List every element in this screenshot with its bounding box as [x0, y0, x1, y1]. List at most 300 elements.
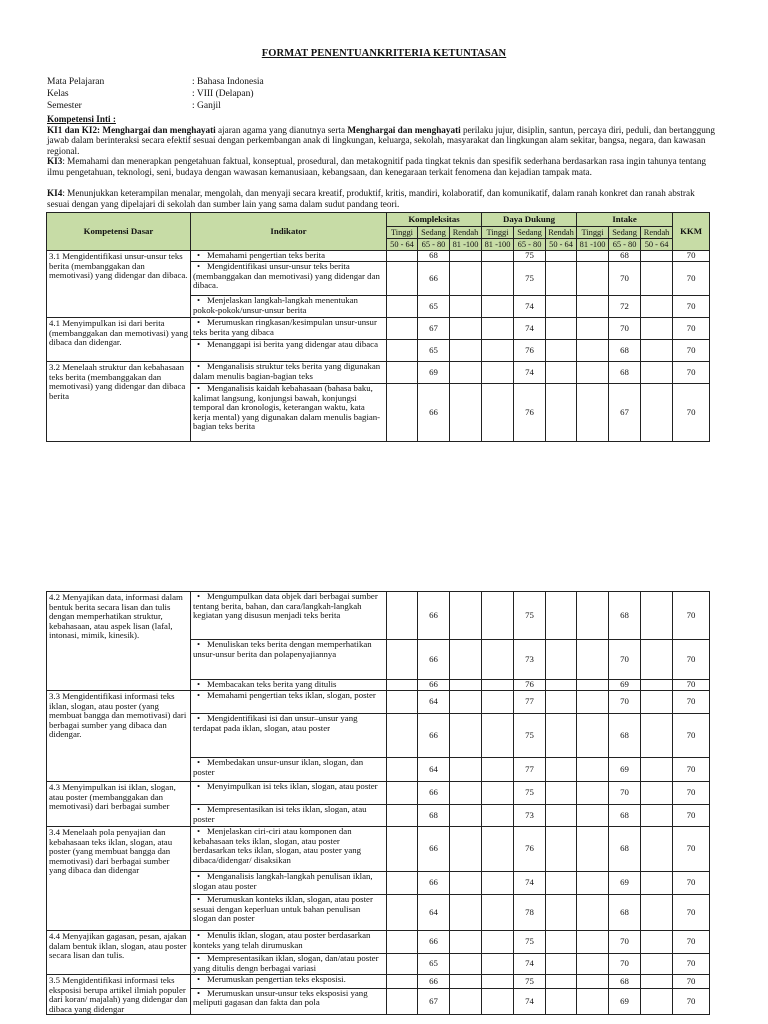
- bullet-icon: [193, 804, 207, 814]
- header-kompleksitas: Kompleksitas: [387, 213, 482, 227]
- daya-dukung-rendah-cell: [546, 680, 577, 691]
- intake-rendah-cell: [641, 384, 673, 442]
- daya-dukung-rendah-cell: [546, 340, 577, 362]
- intake-rendah-cell: [641, 954, 673, 975]
- kompleksitas-tinggi-cell: [387, 931, 418, 954]
- kompleksitas-tinggi-cell: [387, 318, 418, 340]
- intake-rendah-cell: [641, 680, 673, 691]
- daya-dukung-rendah-cell: [546, 640, 577, 680]
- bullet-icon: [193, 250, 207, 260]
- bullet-icon: [193, 894, 207, 904]
- daya-dukung-sedang-cell: 74: [514, 872, 546, 895]
- kompleksitas-sedang-cell: 66: [418, 931, 450, 954]
- meta-row-class: [47, 88, 264, 100]
- indikator-cell: [191, 988, 387, 1015]
- header-range: 81 -100: [577, 239, 609, 251]
- intake-tinggi-cell: [577, 714, 609, 758]
- intake-sedang-cell: 68: [609, 362, 641, 384]
- kompleksitas-rendah-cell: [450, 340, 482, 362]
- kompleksitas-sedang-cell: 67: [418, 318, 450, 340]
- intake-sedang-cell: 69: [609, 988, 641, 1015]
- kkm-table-page-1: [46, 212, 710, 442]
- header-range: 81 -100: [482, 239, 514, 251]
- table-row: [47, 691, 710, 714]
- intake-rendah-cell: [641, 262, 673, 296]
- intake-sedang-cell: 68: [609, 340, 641, 362]
- indikator-cell: [191, 296, 387, 318]
- meta-row-semester: [47, 100, 264, 112]
- kkm-value-cell: 70: [673, 758, 710, 782]
- indikator-text: Membedakan unsur-unsur iklan, slogan, dan poster: [193, 757, 364, 777]
- indikator-text: Menganalisis kaidah kebahasaan (bahasa baku, kalimat langsung, konjungsi bawah, konjungsi temporal dan kronologis, keterangan waktu, kata kerja mental) yang digunakan dalam menulis bagian-bagian teks berita: [193, 383, 381, 432]
- intake-sedang-cell: 68: [609, 592, 641, 640]
- indikator-cell: [191, 931, 387, 954]
- kompleksitas-sedang-cell: 65: [418, 954, 450, 975]
- kompleksitas-rendah-cell: [450, 384, 482, 442]
- daya-dukung-rendah-cell: [546, 691, 577, 714]
- intake-tinggi-cell: [577, 805, 609, 827]
- header-sub: Rendah: [450, 227, 482, 239]
- daya-dukung-rendah-cell: [546, 296, 577, 318]
- daya-dukung-tinggi-cell: [482, 975, 514, 989]
- indikator-text: Merumuskan ringkasan/kesimpulan unsur-unsur teks berita yang dibaca: [193, 317, 377, 337]
- bullet-icon: [193, 690, 207, 700]
- daya-dukung-rendah-cell: [546, 318, 577, 340]
- kkm-value-cell: 70: [673, 782, 710, 805]
- kkm-value-cell: 70: [673, 296, 710, 318]
- daya-dukung-sedang-cell: 74: [514, 362, 546, 384]
- header-sub: Rendah: [546, 227, 577, 239]
- kkm-value-cell: 70: [673, 318, 710, 340]
- ki12-bold-2: Menghargai dan menghayati: [347, 124, 461, 135]
- daya-dukung-tinggi-cell: [482, 592, 514, 640]
- indikator-text: Memahami pengertian teks berita: [207, 250, 325, 260]
- intake-sedang-cell: 72: [609, 296, 641, 318]
- indikator-cell: [191, 954, 387, 975]
- meta-label: Semester: [47, 101, 82, 111]
- kompetensi-dasar-cell: 4.1 Menyimpulkan isi dari berita (membanggakan dan memotivasi) yang dibaca dan didengar.: [47, 318, 191, 362]
- table-row: [47, 592, 710, 640]
- daya-dukung-tinggi-cell: [482, 296, 514, 318]
- kompleksitas-rendah-cell: [450, 954, 482, 975]
- bullet-icon: [193, 713, 207, 723]
- header-indikator: Indikator: [191, 213, 387, 251]
- indikator-cell: [191, 714, 387, 758]
- ki3-paragraph: [47, 156, 719, 177]
- daya-dukung-sedang-cell: 75: [514, 782, 546, 805]
- kompleksitas-rendah-cell: [450, 362, 482, 384]
- kompleksitas-sedang-cell: 66: [418, 640, 450, 680]
- intake-tinggi-cell: [577, 340, 609, 362]
- intake-rendah-cell: [641, 340, 673, 362]
- daya-dukung-rendah-cell: [546, 805, 577, 827]
- daya-dukung-tinggi-cell: [482, 931, 514, 954]
- intake-tinggi-cell: [577, 262, 609, 296]
- meta-block: [47, 76, 264, 112]
- daya-dukung-sedang-cell: 74: [514, 988, 546, 1015]
- intake-tinggi-cell: [577, 318, 609, 340]
- daya-dukung-tinggi-cell: [482, 384, 514, 442]
- kompetensi-heading: Kompetensi Inti :: [47, 114, 116, 124]
- daya-dukung-sedang-cell: 75: [514, 592, 546, 640]
- intake-sedang-cell: 68: [609, 805, 641, 827]
- daya-dukung-sedang-cell: 75: [514, 931, 546, 954]
- kompleksitas-rendah-cell: [450, 988, 482, 1015]
- daya-dukung-tinggi-cell: [482, 262, 514, 296]
- kkm-value-cell: 70: [673, 680, 710, 691]
- kompleksitas-rendah-cell: [450, 975, 482, 989]
- intake-tinggi-cell: [577, 782, 609, 805]
- bullet-icon: [193, 826, 207, 836]
- kkm-value-cell: 70: [673, 262, 710, 296]
- daya-dukung-sedang-cell: 78: [514, 895, 546, 931]
- kompleksitas-tinggi-cell: [387, 340, 418, 362]
- kompleksitas-sedang-cell: 66: [418, 827, 450, 872]
- intake-sedang-cell: 68: [609, 251, 641, 262]
- kkm-value-cell: 70: [673, 872, 710, 895]
- header-kompetensi-dasar: Kompetensi Dasar: [47, 213, 191, 251]
- kompleksitas-rendah-cell: [450, 895, 482, 931]
- indikator-cell: [191, 782, 387, 805]
- indikator-text: Mempresentasikan isi teks iklan, slogan, atau poster: [193, 804, 367, 824]
- kompleksitas-tinggi-cell: [387, 975, 418, 989]
- kompleksitas-sedang-cell: 66: [418, 872, 450, 895]
- ki4-label: KI4: [47, 188, 63, 198]
- intake-rendah-cell: [641, 895, 673, 931]
- kompleksitas-rendah-cell: [450, 640, 482, 680]
- intake-rendah-cell: [641, 758, 673, 782]
- kompleksitas-rendah-cell: [450, 931, 482, 954]
- kompleksitas-tinggi-cell: [387, 640, 418, 680]
- kompleksitas-tinggi-cell: [387, 988, 418, 1015]
- indikator-cell: [191, 362, 387, 384]
- header-sub: Rendah: [641, 227, 673, 239]
- intake-tinggi-cell: [577, 592, 609, 640]
- indikator-text: Mengidentifikasi unsur-unsur teks berita (membanggakan dan memotivasi) yang didengar dan dibaca.: [193, 261, 380, 291]
- indikator-cell: [191, 592, 387, 640]
- kkm-value-cell: 70: [673, 592, 710, 640]
- bullet-icon: [193, 757, 207, 767]
- table-row: [47, 251, 710, 262]
- kkm-value-cell: 70: [673, 691, 710, 714]
- indikator-text: Membacakan teks berita yang ditulis: [207, 679, 337, 689]
- kkm-value-cell: 70: [673, 805, 710, 827]
- intake-tinggi-cell: [577, 384, 609, 442]
- intake-sedang-cell: 67: [609, 384, 641, 442]
- intake-sedang-cell: 70: [609, 954, 641, 975]
- daya-dukung-sedang-cell: 74: [514, 296, 546, 318]
- kompetensi-dasar-cell: 4.3 Menyimpulkan isi iklan, slogan, atau poster (membanggakan dan memotivasi) dari berbagai sumber: [47, 782, 191, 827]
- indikator-text: Menganalisis struktur teks berita yang digunakan dalam menulis bagian-bagian teks: [193, 361, 381, 381]
- document-title: FORMAT PENENTUANKRITERIA KETUNTASAN: [261, 48, 507, 59]
- intake-tinggi-cell: [577, 362, 609, 384]
- kompleksitas-sedang-cell: 66: [418, 592, 450, 640]
- indikator-text: Menyimpulkan isi teks iklan, slogan, atau poster: [207, 781, 378, 791]
- kompleksitas-rendah-cell: [450, 680, 482, 691]
- kompleksitas-sedang-cell: 65: [418, 340, 450, 362]
- daya-dukung-rendah-cell: [546, 954, 577, 975]
- intake-rendah-cell: [641, 782, 673, 805]
- kompleksitas-sedang-cell: 64: [418, 691, 450, 714]
- table-row: [47, 318, 710, 340]
- kkm-value-cell: 70: [673, 340, 710, 362]
- meta-row-subject: [47, 76, 264, 88]
- indikator-cell: [191, 340, 387, 362]
- kompleksitas-tinggi-cell: [387, 805, 418, 827]
- kompetensi-dasar-cell: 3.4 Menelaah pola penyajian dan kebahasaan teks iklan, slogan, atau poster (yang membuat bangga dan memotivasi) dari berbagai sumber yang dibaca dan didengar: [47, 827, 191, 931]
- kompetensi-inti: [47, 114, 719, 209]
- daya-dukung-rendah-cell: [546, 782, 577, 805]
- kkm-value-cell: 70: [673, 931, 710, 954]
- daya-dukung-rendah-cell: [546, 251, 577, 262]
- daya-dukung-tinggi-cell: [482, 714, 514, 758]
- daya-dukung-tinggi-cell: [482, 895, 514, 931]
- intake-rendah-cell: [641, 988, 673, 1015]
- intake-tinggi-cell: [577, 691, 609, 714]
- daya-dukung-rendah-cell: [546, 714, 577, 758]
- kkm-value-cell: 70: [673, 384, 710, 442]
- indikator-cell: [191, 384, 387, 442]
- kkm-value-cell: 70: [673, 954, 710, 975]
- kompetensi-dasar-cell: 3.3 Mengidentifikasi informasi teks iklan, slogan, atau poster (yang membuat bangga dan memotivasi) dari berbagai sumber yang dibaca dan didengar.: [47, 691, 191, 782]
- ki12-bold-1: Menghargai dan menghayati: [102, 124, 216, 135]
- intake-rendah-cell: [641, 296, 673, 318]
- intake-tinggi-cell: [577, 931, 609, 954]
- bullet-icon: [193, 261, 207, 271]
- daya-dukung-tinggi-cell: [482, 340, 514, 362]
- intake-rendah-cell: [641, 592, 673, 640]
- bullet-icon: [193, 295, 207, 305]
- kompleksitas-sedang-cell: 66: [418, 975, 450, 989]
- intake-tinggi-cell: [577, 827, 609, 872]
- daya-dukung-sedang-cell: 76: [514, 340, 546, 362]
- header-range: 65 - 80: [418, 239, 450, 251]
- daya-dukung-sedang-cell: 75: [514, 975, 546, 989]
- indikator-text: Menjelaskan langkah-langkah menentukan pokok-pokok/unsur-unsur berita: [193, 295, 358, 315]
- daya-dukung-rendah-cell: [546, 988, 577, 1015]
- intake-rendah-cell: [641, 872, 673, 895]
- daya-dukung-tinggi-cell: [482, 691, 514, 714]
- kompleksitas-tinggi-cell: [387, 872, 418, 895]
- intake-sedang-cell: 68: [609, 895, 641, 931]
- indikator-text: Menuliskan teks berita dengan memperhatikan unsur-unsur berita dan polapenyajiannya: [193, 639, 372, 659]
- bullet-icon: [193, 361, 207, 371]
- daya-dukung-sedang-cell: 77: [514, 691, 546, 714]
- intake-rendah-cell: [641, 362, 673, 384]
- kompleksitas-tinggi-cell: [387, 895, 418, 931]
- intake-tinggi-cell: [577, 988, 609, 1015]
- intake-rendah-cell: [641, 251, 673, 262]
- kkm-value-cell: 70: [673, 988, 710, 1015]
- intake-sedang-cell: 70: [609, 262, 641, 296]
- daya-dukung-rendah-cell: [546, 827, 577, 872]
- intake-sedang-cell: 70: [609, 318, 641, 340]
- bullet-icon: [193, 871, 207, 881]
- indikator-text: Merumuskan pengertian teks eksposisi.: [207, 974, 346, 984]
- header-sub: Sedang: [418, 227, 450, 239]
- kompleksitas-rendah-cell: [450, 714, 482, 758]
- intake-sedang-cell: 70: [609, 931, 641, 954]
- daya-dukung-sedang-cell: 75: [514, 251, 546, 262]
- header-sub: Tinggi: [577, 227, 609, 239]
- kompleksitas-sedang-cell: 64: [418, 895, 450, 931]
- daya-dukung-rendah-cell: [546, 758, 577, 782]
- header-sub: Tinggi: [387, 227, 418, 239]
- indikator-text: Menganalisis langkah-langkah penulisan iklan, slogan atau poster: [193, 871, 373, 891]
- indikator-cell: [191, 758, 387, 782]
- bullet-icon: [193, 953, 207, 963]
- kompleksitas-tinggi-cell: [387, 362, 418, 384]
- kompleksitas-sedang-cell: 68: [418, 805, 450, 827]
- header-sub: Sedang: [514, 227, 546, 239]
- header-range: 65 - 80: [609, 239, 641, 251]
- table-row: [47, 827, 710, 872]
- kompleksitas-rendah-cell: [450, 805, 482, 827]
- kkm-value-cell: 70: [673, 362, 710, 384]
- daya-dukung-sedang-cell: 74: [514, 954, 546, 975]
- intake-rendah-cell: [641, 975, 673, 989]
- kompleksitas-tinggi-cell: [387, 262, 418, 296]
- kompleksitas-sedang-cell: 65: [418, 296, 450, 318]
- kompleksitas-rendah-cell: [450, 262, 482, 296]
- kompleksitas-sedang-cell: 67: [418, 988, 450, 1015]
- bullet-icon: [193, 988, 207, 998]
- kompleksitas-tinggi-cell: [387, 296, 418, 318]
- indikator-cell: [191, 262, 387, 296]
- kompleksitas-tinggi-cell: [387, 714, 418, 758]
- kompleksitas-rendah-cell: [450, 758, 482, 782]
- intake-rendah-cell: [641, 318, 673, 340]
- intake-sedang-cell: 70: [609, 640, 641, 680]
- daya-dukung-tinggi-cell: [482, 640, 514, 680]
- intake-sedang-cell: 68: [609, 714, 641, 758]
- kompleksitas-tinggi-cell: [387, 384, 418, 442]
- daya-dukung-sedang-cell: 73: [514, 805, 546, 827]
- kompleksitas-sedang-cell: 69: [418, 362, 450, 384]
- daya-dukung-tinggi-cell: [482, 805, 514, 827]
- intake-tinggi-cell: [577, 895, 609, 931]
- daya-dukung-rendah-cell: [546, 384, 577, 442]
- indikator-text: Merumuskan konteks iklan, slogan, atau poster sesuai dengan keperluan untuk bahan penulisan slogan dan poster: [193, 894, 373, 924]
- header-daya-dukung: Daya Dukung: [482, 213, 577, 227]
- header-kkm: KKM: [673, 213, 710, 251]
- daya-dukung-tinggi-cell: [482, 251, 514, 262]
- daya-dukung-rendah-cell: [546, 975, 577, 989]
- ki12-paragraph: [47, 125, 719, 157]
- bullet-icon: [193, 781, 207, 791]
- meta-value: : Ganjil: [192, 101, 221, 111]
- bullet-icon: [193, 639, 207, 649]
- intake-tinggi-cell: [577, 640, 609, 680]
- daya-dukung-tinggi-cell: [482, 954, 514, 975]
- ki3-text: : Memahami dan menerapkan pengetahuan faktual, konseptual, prosedural, dan metakognitif pada tingkat teknis dan spesifik sederhana berdasarkan rasa ingin tahunya tentang ilmu pengetahuan, teknologi, seni, budaya dengan wawasan kemanusiaan, kebangsaan, dan kenegaraan terkait fenomena dan kejadian tampak mata.: [47, 156, 707, 177]
- intake-tinggi-cell: [577, 872, 609, 895]
- kompleksitas-tinggi-cell: [387, 680, 418, 691]
- indikator-text: Menjelaskan ciri-ciri atau komponen dan kebahasaan teks iklan, slogan, atau poster berdasarkan teks iklan, slogan, atau poster yang dibaca/didengar/ disaksikan: [193, 826, 362, 865]
- header-range: 81 -100: [450, 239, 482, 251]
- intake-rendah-cell: [641, 691, 673, 714]
- table-row: [47, 782, 710, 805]
- kompleksitas-sedang-cell: 66: [418, 384, 450, 442]
- intake-tinggi-cell: [577, 758, 609, 782]
- kompleksitas-sedang-cell: 66: [418, 680, 450, 691]
- intake-sedang-cell: 68: [609, 975, 641, 989]
- kkm-value-cell: 70: [673, 827, 710, 872]
- daya-dukung-rendah-cell: [546, 362, 577, 384]
- bullet-icon: [193, 591, 207, 601]
- daya-dukung-rendah-cell: [546, 931, 577, 954]
- daya-dukung-sedang-cell: 76: [514, 384, 546, 442]
- kompleksitas-tinggi-cell: [387, 782, 418, 805]
- kompleksitas-sedang-cell: 66: [418, 262, 450, 296]
- intake-rendah-cell: [641, 827, 673, 872]
- daya-dukung-tinggi-cell: [482, 827, 514, 872]
- indikator-cell: [191, 640, 387, 680]
- intake-sedang-cell: 69: [609, 758, 641, 782]
- kompleksitas-rendah-cell: [450, 872, 482, 895]
- indikator-cell: [191, 827, 387, 872]
- bullet-icon: [193, 679, 207, 689]
- intake-rendah-cell: [641, 931, 673, 954]
- indikator-text: Mempresentasikan iklan, slogan, dan/atau poster yang ditulis dengn berbagai variasi: [193, 953, 379, 973]
- daya-dukung-tinggi-cell: [482, 362, 514, 384]
- indikator-text: Menanggapi isi berita yang didengar atau dibaca: [207, 339, 378, 349]
- kkm-value-cell: 70: [673, 895, 710, 931]
- ki4-text: : Menunjukkan keterampilan menalar, mengolah, dan menyaji secara kreatif, produktif, kritis, mandiri, kolaboratif, dan komunikatif, dalam ranah konkret dan ranah abstrak sesuai dengan yang dipelajari di sekolah dan sumber lain yang sama dalam sudut pandang teori.: [47, 188, 695, 209]
- daya-dukung-rendah-cell: [546, 895, 577, 931]
- indikator-cell: [191, 895, 387, 931]
- daya-dukung-sedang-cell: 73: [514, 640, 546, 680]
- intake-sedang-cell: 69: [609, 680, 641, 691]
- kompetensi-dasar-cell: 3.2 Menelaah struktur dan kebahasaan teks berita (membanggakan dan memotivasi) yang didengar dan dibaca berita: [47, 362, 191, 442]
- intake-tinggi-cell: [577, 680, 609, 691]
- intake-rendah-cell: [641, 640, 673, 680]
- daya-dukung-rendah-cell: [546, 872, 577, 895]
- daya-dukung-sedang-cell: 76: [514, 680, 546, 691]
- ki12-text-1: ajaran agama yang dianutnya serta: [215, 124, 348, 135]
- kompetensi-dasar-cell: 4.4 Menyajikan gagasan, pesan, ajakan dalam bentuk iklan, slogan, atau poster secara lisan dan tulis.: [47, 931, 191, 975]
- kompetensi-dasar-cell: 4.2 Menyajikan data, informasi dalam bentuk berita secara lisan dan tulis dengan memperhatikan struktur, kebahasaan, atau aspek lisan (lafal, intonasi, mimik, kinesik).: [47, 592, 191, 691]
- kkm-value-cell: 70: [673, 714, 710, 758]
- kompleksitas-rendah-cell: [450, 251, 482, 262]
- daya-dukung-tinggi-cell: [482, 988, 514, 1015]
- kompleksitas-sedang-cell: 66: [418, 782, 450, 805]
- indikator-cell: [191, 691, 387, 714]
- kompetensi-dasar-cell: 3.1 Mengidentifikasi unsur-unsur teks berita (membanggakan dan memotivasi) yang didengar dan dibaca.: [47, 251, 191, 318]
- kompleksitas-rendah-cell: [450, 296, 482, 318]
- indikator-cell: [191, 975, 387, 989]
- header-intake: Intake: [577, 213, 673, 227]
- daya-dukung-rendah-cell: [546, 262, 577, 296]
- daya-dukung-sedang-cell: 77: [514, 758, 546, 782]
- indikator-text: Mengumpulkan data objek dari berbagai sumber tentang berita, bahan, dan cara/langkah-langkah kegiatan yang disusun menjadi teks berita: [193, 591, 378, 621]
- table-row: [47, 931, 710, 954]
- intake-tinggi-cell: [577, 296, 609, 318]
- bullet-icon: [193, 317, 207, 327]
- kkm-value-cell: 70: [673, 251, 710, 262]
- intake-sedang-cell: 68: [609, 827, 641, 872]
- ki4-paragraph: [47, 188, 719, 209]
- kkm-table-page-2: [46, 591, 710, 1015]
- daya-dukung-tinggi-cell: [482, 680, 514, 691]
- indikator-cell: [191, 318, 387, 340]
- ki12-label: KI1 dan KI2:: [47, 124, 101, 135]
- kkm-value-cell: 70: [673, 975, 710, 989]
- daya-dukung-sedang-cell: 75: [514, 262, 546, 296]
- meta-label: Mata Pelajaran: [47, 77, 105, 87]
- daya-dukung-tinggi-cell: [482, 318, 514, 340]
- kompleksitas-tinggi-cell: [387, 827, 418, 872]
